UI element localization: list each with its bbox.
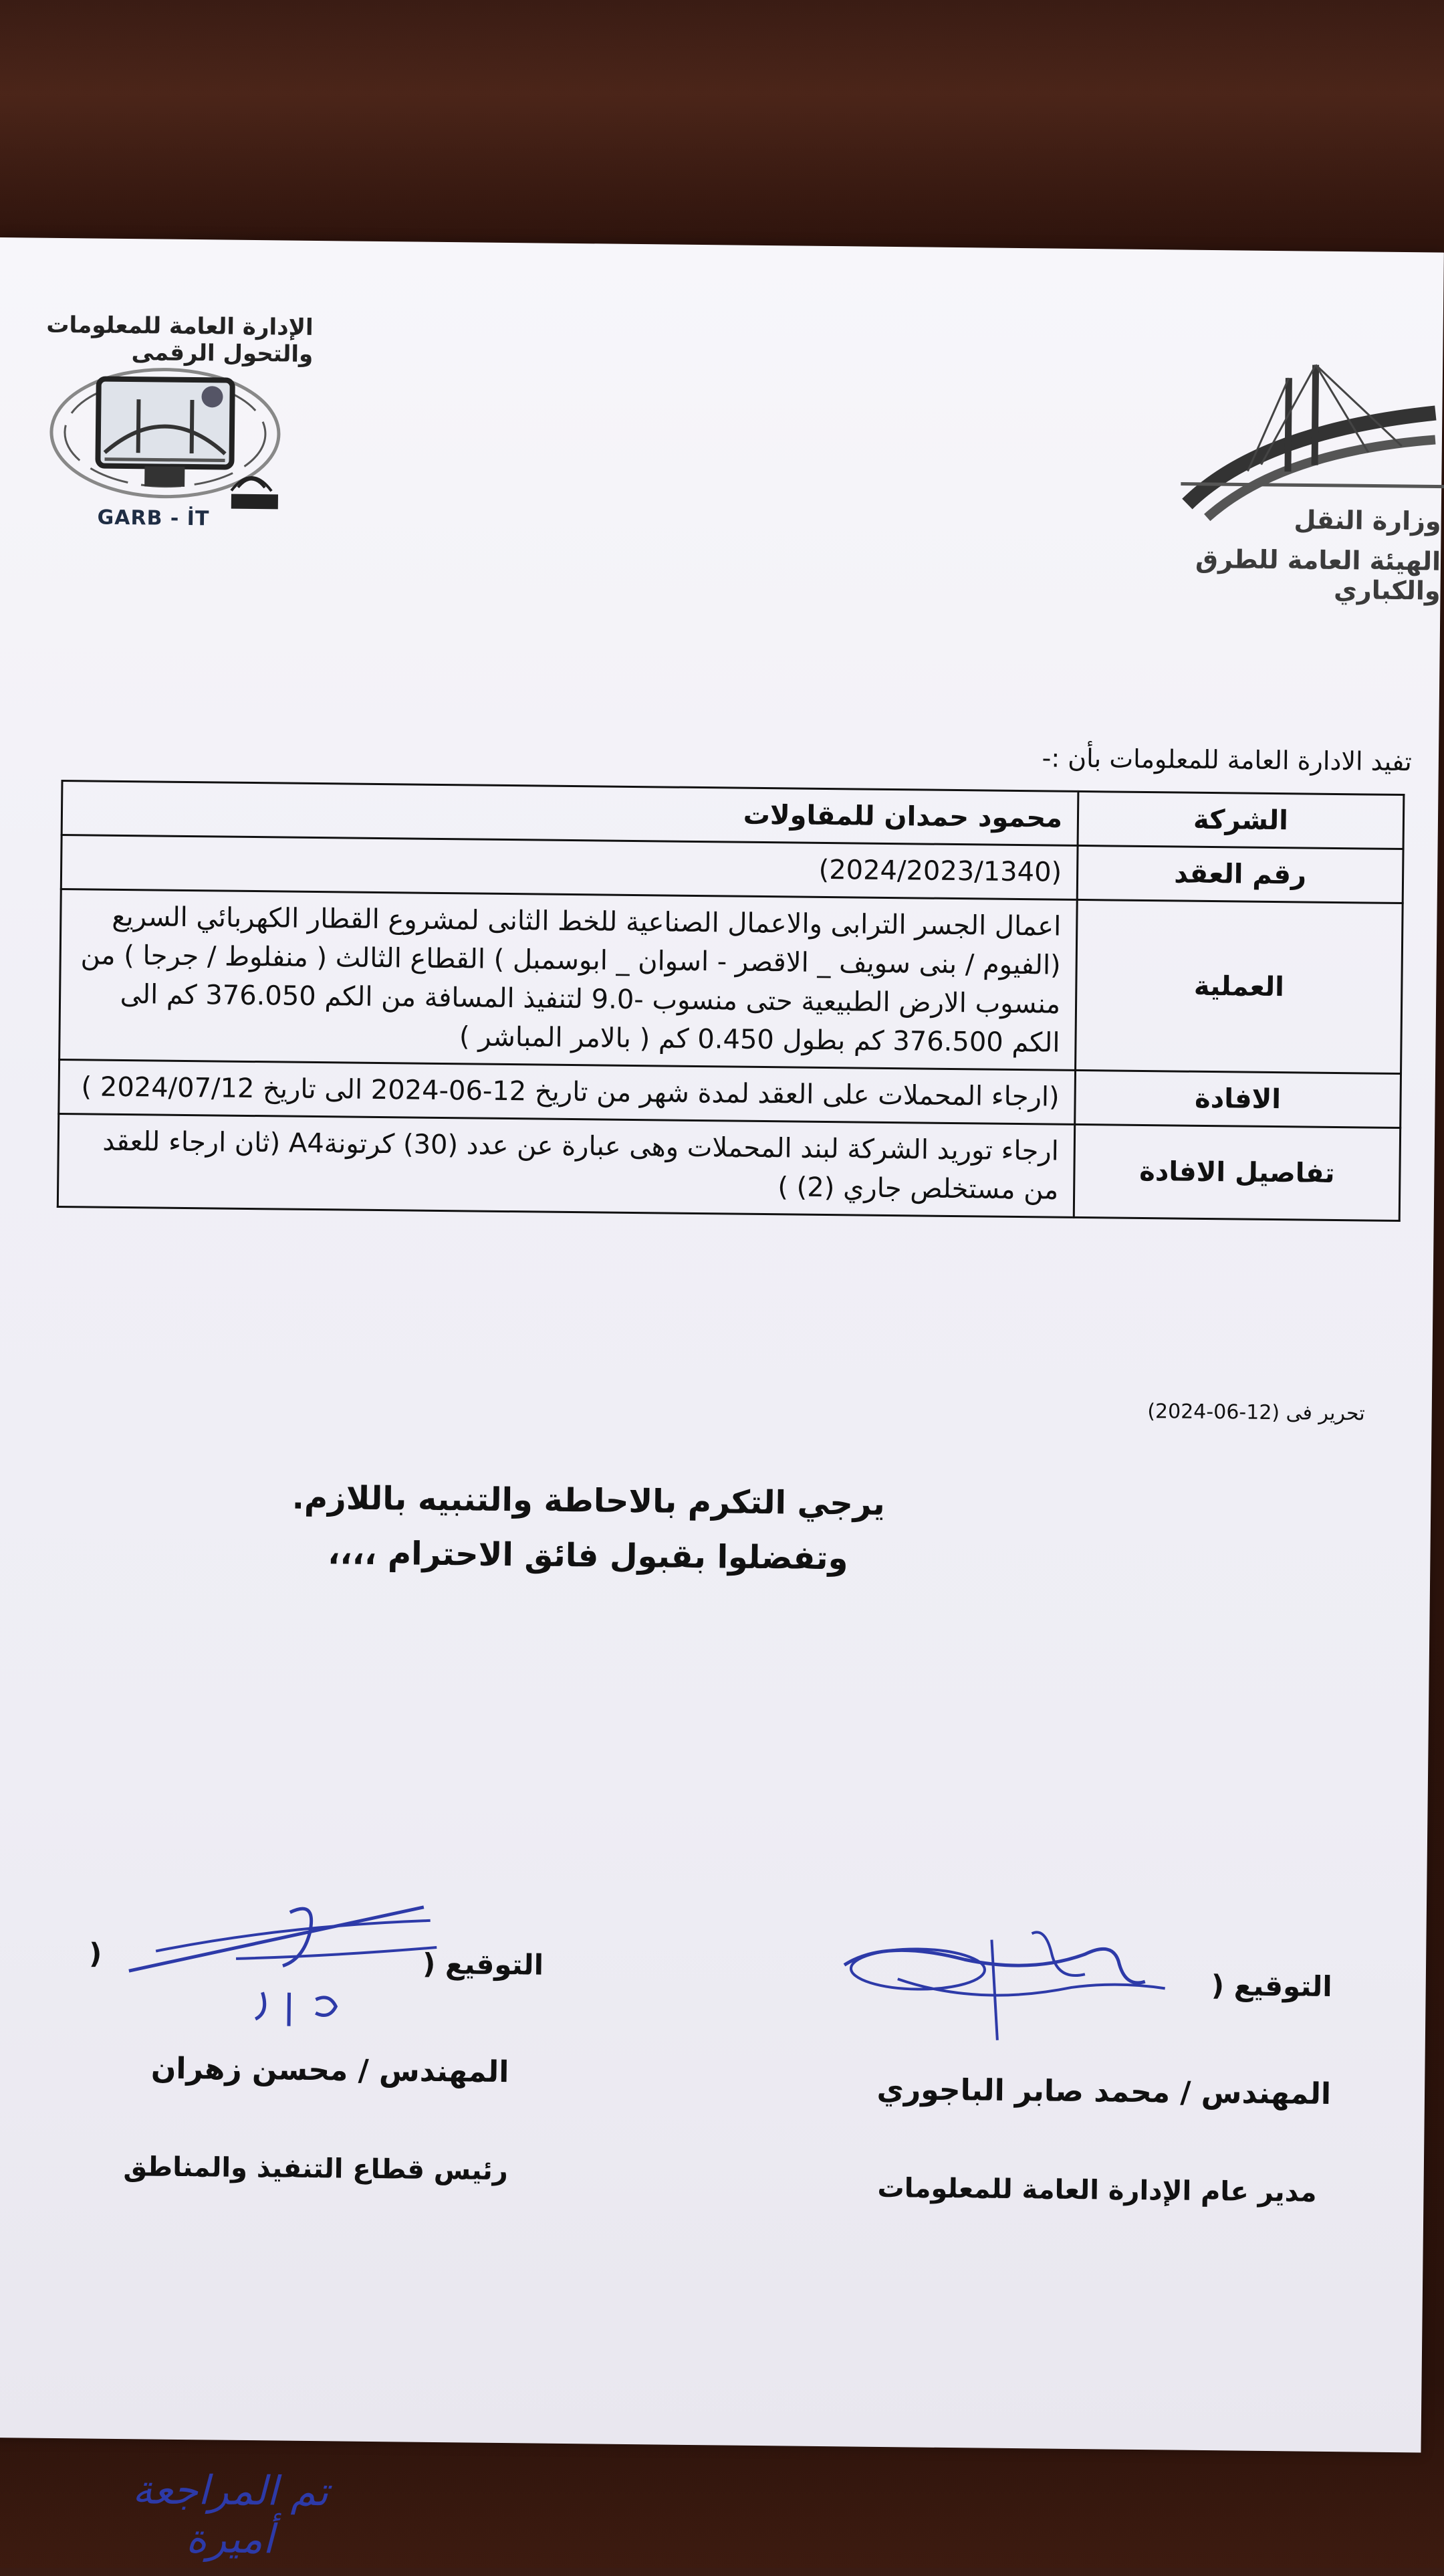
document-paper — [0, 237, 1444, 2563]
signature-closing-paren: ) — [88, 1937, 102, 1970]
intro-text: تفيد الادارة العامة للمعلومات بأن :- — [1042, 743, 1413, 777]
left-signatory-name: المهندس / محسن زهران — [150, 2051, 509, 2090]
ministry-name: وزارة النقل — [1294, 505, 1441, 536]
bridge-logo — [1181, 350, 1444, 527]
it-department-title: الإدارة العامة للمعلومات والتحول الرقمى — [46, 311, 314, 368]
right-signatory-name: المهندس / محمد صابر الباجوري — [876, 2072, 1332, 2112]
table-row — [57, 1113, 1400, 1220]
row-label: تفاصيل الافادة — [1074, 1124, 1400, 1220]
signature-label-right: التوقيع ( — [1211, 1969, 1332, 2004]
row-value: محمود حمدان للمقاولات — [62, 781, 1078, 846]
row-label: الافادة — [1075, 1070, 1401, 1128]
row-label: رقم العقد — [1077, 845, 1403, 903]
signature-left — [115, 1891, 464, 2041]
authority-name: الهيئة العامة للطرق والكباري — [1195, 544, 1441, 606]
closing-line: وتفضلوا بقبول فائق الاحترام ،،،، — [328, 1533, 848, 1577]
request-text — [187, 1470, 990, 1588]
row-value: (ارجاء المحملات على العقد لمدة شهر من تاريخ 12-06-2024 الى تاريخ 2024/07/12 ) — [59, 1059, 1076, 1124]
handwritten-review-note — [110, 2466, 351, 2565]
request-line: يرجي التكرم بالاحاطة والتنبيه باللازم. — [291, 1479, 886, 1523]
right-signatory-title: مدير عام الإدارة العامة للمعلومات — [877, 2172, 1317, 2208]
signature-right — [830, 1911, 1179, 2055]
review-line: تم المراجعة — [132, 2466, 329, 2516]
row-label: الشركة — [1078, 791, 1404, 849]
issue-date: تحرير فى (12-06-2024) — [1147, 1400, 1365, 1426]
row-value: ارجاء توريد الشركة لبند المحملات وهى عبارة عن عدد (30) كرتونةA4 (ثان ارجاء للعقد من مستخلص جاري (2) ) — [57, 1113, 1074, 1217]
left-signatory-title: رئيس قطاع التنفيذ والمناطق — [123, 2151, 509, 2187]
table-row — [59, 889, 1403, 1074]
row-label: العملية — [1076, 899, 1403, 1073]
it-logo-caption: GARB - İT — [97, 506, 210, 531]
info-table — [57, 780, 1405, 1222]
signature-label-left: التوقيع ( — [422, 1947, 544, 1981]
reviewer-name: أميرة — [185, 2515, 275, 2563]
row-value: (2024/2023/1340) — [61, 835, 1078, 900]
row-value: اعمال الجسر الترابى والاعمال الصناعية للخط الثانى لمشروع القطار الكهربائي السريع (الفيوم / بنى سويف _ الاقصر - اسوان _ ابوسمبل ) القطاع الثالث ( منفلوط / جرجا ) من منسوب الارض الطبيعية حتى منسوب -9.0 لتنفيذ المسافة من الكم 376.050 كم الى الكم 376.500 كم بطول 0.450 كم ( بالامر المباشر ) — [59, 889, 1078, 1071]
